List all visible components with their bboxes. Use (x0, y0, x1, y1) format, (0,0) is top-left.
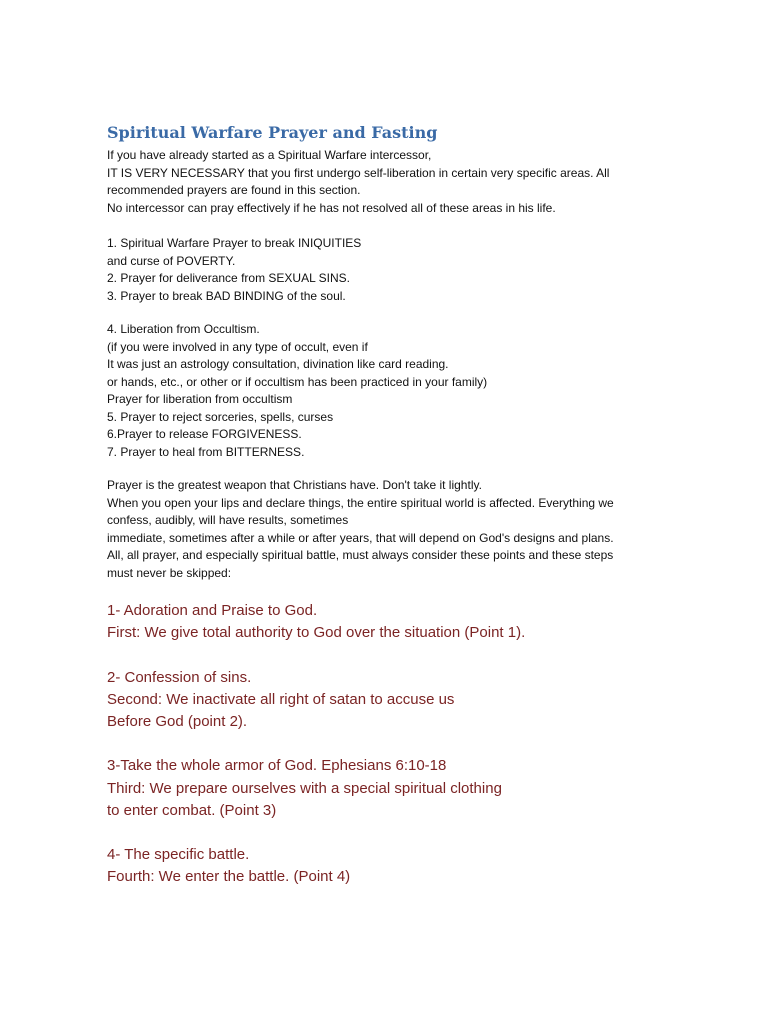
paragraph-line: must never be skipped: (107, 565, 232, 580)
list-item: Prayer for liberation from occultism (107, 392, 293, 406)
prayer-list-part-one (107, 235, 707, 305)
paragraph-line: All, all prayer, and especially spiritual battle, must always consider these points and these steps (107, 548, 614, 562)
step-description: First: We give total authority to God over the situation (Point 1). (107, 624, 526, 642)
step-description: Second: We inactivate all right of satan to accuse us (107, 690, 455, 708)
weapon-paragraph (107, 477, 707, 582)
step-description: Fourth: We enter the battle. (Point 4) (107, 868, 351, 886)
step-heading: 4- The specific battle. (107, 846, 250, 864)
step-heading: 3-Take the whole armor of God. Ephesians 6:10-18 (107, 757, 447, 775)
list-item: 1. Spiritual Warfare Prayer to break INIQUITIES (107, 236, 362, 250)
list-item: and curse of POVERTY. (107, 253, 236, 268)
intro-line: No intercessor can pray effectively if he has not resolved all of these areas in his life. (107, 200, 556, 215)
step-spacer (107, 733, 727, 755)
list-item: (if you were involved in any type of occult, even if (107, 339, 368, 354)
intro-line: IT IS VERY NECESSARY that you first undergo self-liberation in certain very specific areas. All (107, 165, 610, 180)
intro-paragraph (107, 147, 707, 217)
document-title: Spiritual Warfare Prayer and Fasting (107, 123, 438, 142)
intro-line: If you have already started as a Spiritual Warfare intercessor, (107, 148, 432, 162)
list-item: 7. Prayer to heal from BITTERNESS. (107, 444, 305, 459)
intro-line: recommended prayers are found in this section. (107, 183, 361, 197)
paragraph-line: Prayer is the greatest weapon that Christians have. Don't take it lightly. (107, 478, 482, 492)
step-description: to enter combat. (Point 3) (107, 801, 277, 819)
step-spacer (107, 644, 727, 666)
list-item: It was just an astrology consultation, divination like card reading. (107, 357, 449, 371)
step-spacer (107, 822, 727, 844)
paragraph-line: confess, audibly, will have results, sometimes (107, 513, 349, 527)
list-item: 4. Liberation from Occultism. (107, 322, 260, 336)
list-item: 6.Prayer to release FORGIVENESS. (107, 427, 302, 441)
step-description: Before God (point 2). (107, 712, 248, 730)
list-item: 5. Prayer to reject sorceries, spells, curses (107, 409, 334, 424)
list-item: or hands, etc., or other or if occultism has been practiced in your family) (107, 374, 488, 389)
list-item: 3. Prayer to break BAD BINDING of the soul. (107, 288, 346, 303)
step-heading: 2- Confession of sins. (107, 668, 252, 686)
paragraph-line: When you open your lips and declare things, the entire spiritual world is affected. Everything we (107, 495, 614, 510)
step-description: Third: We prepare ourselves with a special spiritual clothing (107, 779, 502, 797)
prayer-list-part-two (107, 321, 707, 461)
list-item: 2. Prayer for deliverance from SEXUAL SINS. (107, 271, 350, 285)
step-heading: 1- Adoration and Praise to God. (107, 602, 318, 619)
battle-steps (107, 600, 727, 888)
paragraph-line: immediate, sometimes after a while or after years, that will depend on God's designs and plans. (107, 530, 614, 545)
